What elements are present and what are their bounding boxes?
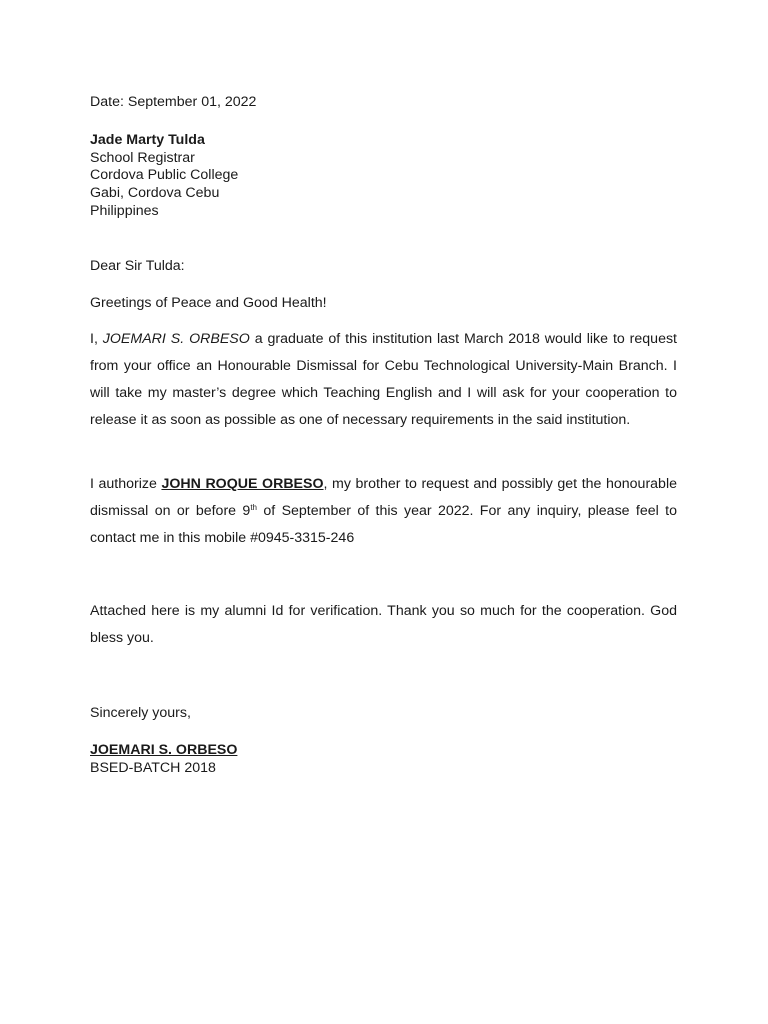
paragraph-request bbox=[90, 326, 677, 434]
authorized-person-name: JOHN ROQUE ORBESO bbox=[161, 476, 324, 492]
recipient-title: School Registrar bbox=[90, 150, 195, 166]
recipient-name: Jade Marty Tulda bbox=[90, 132, 205, 148]
signature-name: JOEMARI S. ORBESO bbox=[90, 742, 238, 758]
sender-name-italic: JOEMARI S. ORBESO bbox=[102, 331, 250, 347]
paragraph-authorization-suffix: of September of this year 2022. For any inquiry, please feel to contact me in this mobile #0945-3315-246 bbox=[90, 503, 677, 546]
letter-date: Date: September 01, 2022 bbox=[90, 94, 257, 110]
recipient-institution: Cordova Public College bbox=[90, 167, 239, 183]
date-superscript: th bbox=[250, 503, 257, 512]
greeting: Greetings of Peace and Good Health! bbox=[90, 295, 327, 311]
paragraph-authorization-middle: , my brother to request and possibly get the honourable dismissal on or before 9 bbox=[90, 476, 677, 519]
recipient-address: Gabi, Cordova Cebu bbox=[90, 185, 220, 201]
paragraph-request-prefix: I, bbox=[90, 331, 103, 347]
salutation: Dear Sir Tulda: bbox=[90, 258, 185, 274]
paragraph-attachment: Attached here is my alumni Id for verification. Thank you so much for the cooperation. God bless you. bbox=[90, 603, 677, 646]
closing: Sincerely yours, bbox=[90, 705, 191, 721]
paragraph-authorization-prefix: I authorize bbox=[90, 476, 162, 492]
paragraph-authorization bbox=[90, 471, 677, 552]
paragraph-request-body: a graduate of this institution last March 2018 would like to request from your office an Honourable Dismissal for Cebu Technological University-Main Branch. I will take my master’s degree which Teaching English and I will ask for your cooperation to release it as soon as possible as one of necessary requirements in the said institution. bbox=[90, 331, 677, 428]
recipient-country: Philippines bbox=[90, 203, 159, 219]
signature-batch: BSED-BATCH 2018 bbox=[90, 760, 216, 776]
